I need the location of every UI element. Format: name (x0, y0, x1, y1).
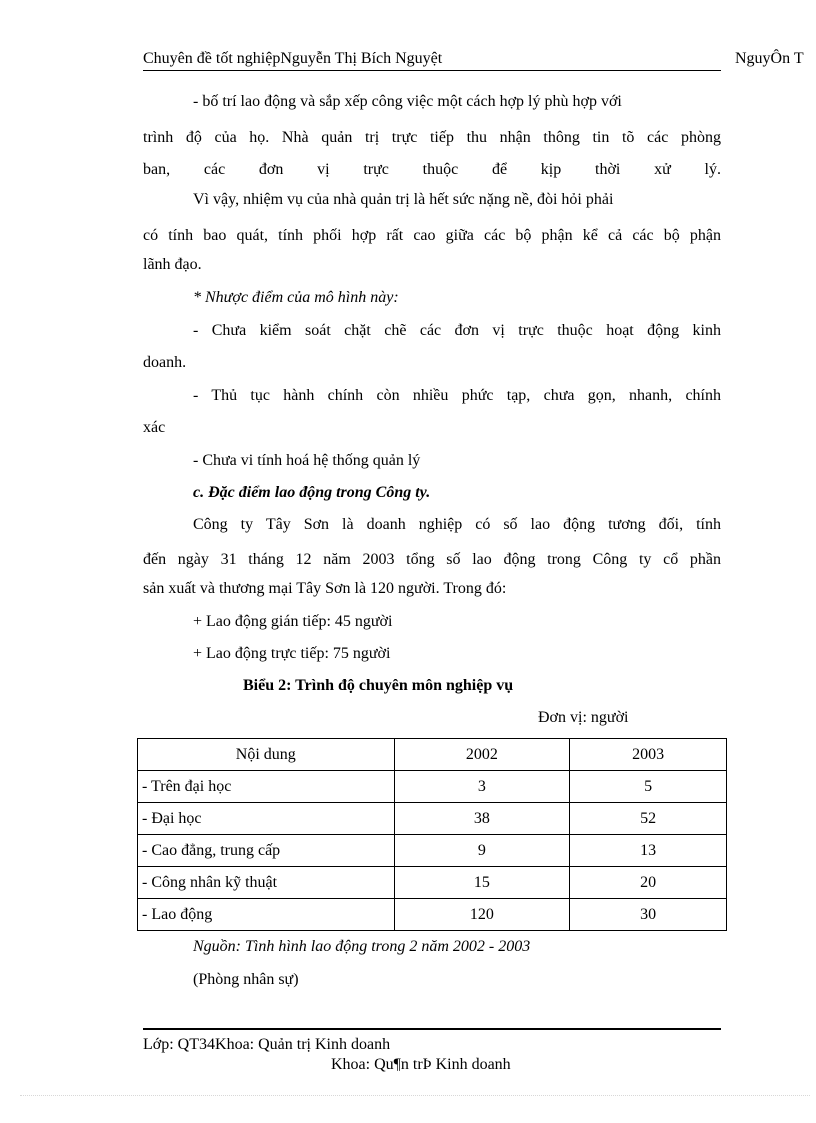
table-cell: 15 (394, 867, 570, 899)
paragraph-line: xác (143, 419, 166, 436)
paragraph-line: - Chưa kiểm soát chặt chẽ các đơn vị trực thuộc hoạt động kinh (193, 322, 721, 339)
section-heading: c. Đặc điểm lao động trong Công ty. (193, 484, 431, 501)
word: thuộc (422, 161, 459, 178)
header-rule (143, 70, 721, 71)
table-cell: 38 (394, 803, 570, 835)
table-source-dept: (Phòng nhân sự) (193, 971, 299, 988)
table-row (138, 899, 727, 931)
paragraph-line: Vì vậy, nhiệm vụ của nhà quản trị là hết sức nặng nề, đòi hỏi phải (193, 191, 614, 208)
header-left: Chuyên đề tốt nghiệpNguyễn Thị Bích Nguyệt (143, 50, 443, 67)
word: ban, (143, 161, 171, 178)
word: để (491, 161, 508, 178)
paragraph-line: - bố trí lao động và sắp xếp công việc một cách hợp lý phù hợp với (193, 93, 622, 110)
table-header-row (138, 739, 727, 771)
paragraph-line: doanh. (143, 354, 187, 371)
table-cell: - Cao đẳng, trung cấp (138, 835, 395, 867)
table-row (138, 803, 727, 835)
paragraph-line-justified (143, 158, 721, 182)
footer-line-2: Khoa: Qu¶n trÞ Kinh doanh (331, 1056, 511, 1073)
paragraph-line: - Chưa vi tính hoá hệ thống quản lý (193, 452, 421, 469)
word: các (203, 161, 226, 178)
word: kịp (540, 161, 562, 178)
table-cell: 30 (570, 899, 727, 931)
paragraph-line: sản xuất và thương mại Tây Sơn là 120 người. Trong đó: (143, 580, 507, 597)
header-right: NguyÔn T (735, 50, 804, 67)
footer-rule (143, 1028, 721, 1030)
paragraph-line: - Thủ tục hành chính còn nhiều phức tạp, chưa gọn, nhanh, chính (193, 387, 721, 404)
list-item: + Lao động trực tiếp: 75 người (193, 645, 391, 662)
table-header-cell: Nội dung (138, 739, 395, 771)
table-header-cell: 2003 (570, 739, 727, 771)
word: đơn (258, 161, 284, 178)
paragraph-line: có tính bao quát, tính phối hợp rất cao giữa các bộ phận kể cả các bộ phận (143, 227, 721, 244)
table-cell: 3 (394, 771, 570, 803)
table-source: Nguồn: Tình hình lao động trong 2 năm 2002 - 2003 (193, 938, 531, 955)
word: vị (317, 161, 330, 178)
table-cell: - Trên đại học (138, 771, 395, 803)
table-cell: - Công nhân kỹ thuật (138, 867, 395, 899)
table-header-cell: 2002 (394, 739, 570, 771)
table-cell: - Đại học (138, 803, 395, 835)
table-row (138, 835, 727, 867)
table-caption: Biểu 2: Trình độ chuyên môn nghiệp vụ (243, 677, 514, 694)
page-bottom-divider (20, 1095, 810, 1096)
list-item: + Lao động gián tiếp: 45 người (193, 613, 393, 630)
subheading-nhuoc-diem: * Nhược điểm của mô hình này: (193, 289, 399, 306)
paragraph-line: trình độ của họ. Nhà quản trị trực tiếp thu nhận thông tin tõ các phòng (143, 129, 721, 146)
word: xử (654, 161, 671, 178)
table-cell: - Lao động (138, 899, 395, 931)
table-cell: 5 (570, 771, 727, 803)
data-table (137, 738, 727, 931)
table-cell: 13 (570, 835, 727, 867)
table-cell: 20 (570, 867, 727, 899)
word: trực (363, 161, 389, 178)
table-unit: Đơn vị: người (538, 709, 629, 726)
paragraph-line: đến ngày 31 tháng 12 năm 2003 tổng số lao động trong Công ty cổ phần (143, 551, 721, 568)
table-cell: 9 (394, 835, 570, 867)
table-row (138, 867, 727, 899)
word: lý. (704, 161, 721, 178)
table-cell: 120 (394, 899, 570, 931)
table-cell: 52 (570, 803, 727, 835)
table-row (138, 771, 727, 803)
paragraph-line: lãnh đạo. (143, 256, 202, 273)
word: thời (595, 161, 621, 178)
footer-line-1: Lớp: QT34Khoa: Quản trị Kinh doanh (143, 1036, 391, 1053)
paragraph-line: Công ty Tây Sơn là doanh nghiệp có số lao động tương đối, tính (193, 516, 721, 533)
